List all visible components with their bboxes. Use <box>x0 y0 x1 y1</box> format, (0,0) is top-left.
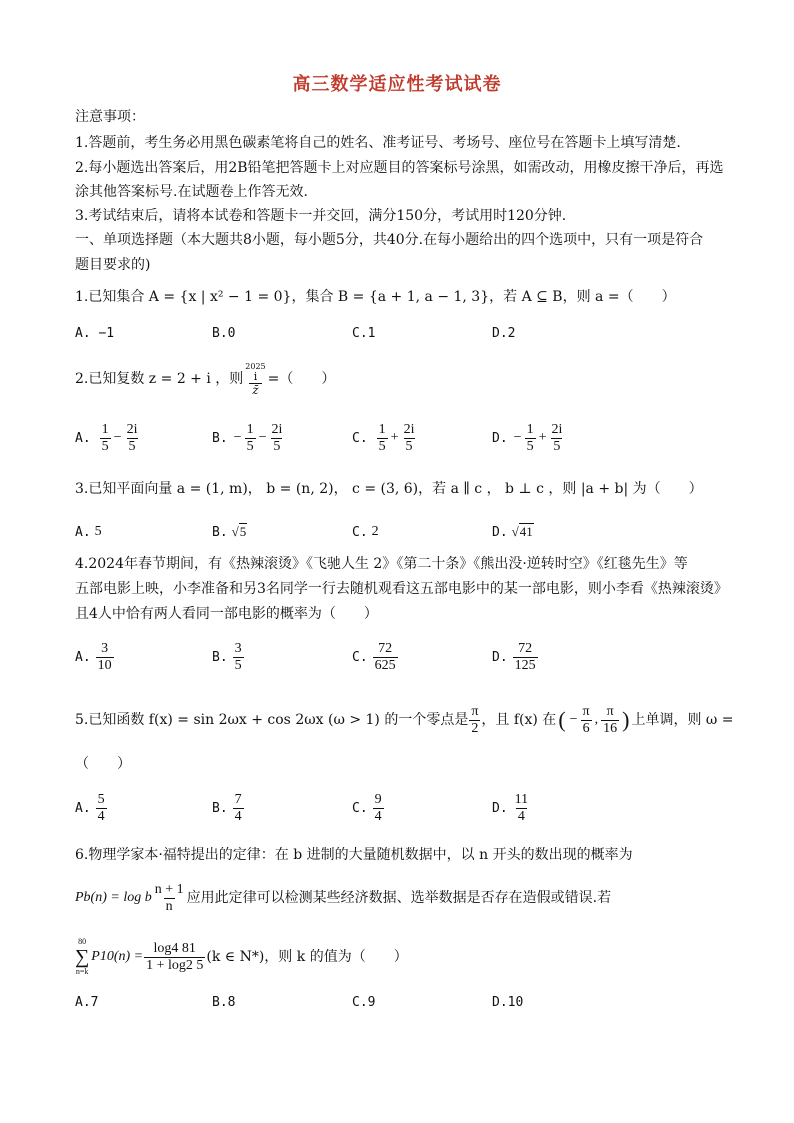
option-b[interactable]: B.0 <box>212 325 236 341</box>
sign: − <box>569 712 578 727</box>
question-1-options <box>75 313 735 353</box>
question-4-options <box>75 637 735 677</box>
operator: − <box>258 430 267 445</box>
numerator: 2i <box>551 421 563 437</box>
fraction <box>377 422 388 455</box>
option-b[interactable]: B.8 <box>212 994 236 1010</box>
note-line: 2.每小题选出答案后，用2B铅笔把答题卡上对应题目的答案标号涂黑，如需改动，用橡皮擦干净后，再选 <box>75 160 724 176</box>
numerator: 3 <box>101 640 109 656</box>
sigma-icon: ∑ <box>75 946 90 968</box>
option-c[interactable] <box>352 512 379 552</box>
denominator: 5 <box>526 438 534 454</box>
numerator: 2i <box>271 421 283 437</box>
option-label: A. <box>75 524 91 540</box>
denominator: 5 <box>128 438 136 454</box>
option-c[interactable]: C.1 <box>352 325 376 341</box>
denominator: 5 <box>246 438 254 454</box>
denominator: 5 <box>273 438 281 454</box>
question-3-options <box>75 512 735 552</box>
option-b[interactable] <box>212 418 285 458</box>
option-label: D. <box>492 649 508 665</box>
option-sign: − <box>513 430 522 445</box>
summation <box>75 937 89 977</box>
question-3-stem: 3.已知平面向量 a = (1, m)， b = (n, 2)， c = (3, 6)，若 a ∥ c ， b ⊥ c ，则 |a + b| 为（ ） <box>75 481 703 497</box>
square-root: √5 <box>231 524 247 539</box>
fraction <box>144 941 205 974</box>
numerator: i <box>253 370 258 383</box>
fraction <box>233 792 244 825</box>
fraction <box>469 704 480 737</box>
numerator: 1 <box>101 421 109 437</box>
option-label: C. <box>352 524 368 540</box>
stem-text: ，且 f(x) 在 <box>481 712 557 728</box>
benford-formula: Pb(n) = log b <box>75 890 152 905</box>
stem-text: (k ∈ N*)，则 k 的值为（ ） <box>206 949 408 965</box>
operator: + <box>538 430 547 445</box>
numerator: 5 <box>97 791 105 807</box>
option-value: 5 <box>94 524 102 539</box>
denominator: 5 <box>553 438 561 454</box>
fraction <box>269 422 284 455</box>
denominator: 6 <box>582 720 590 736</box>
option-d[interactable] <box>492 788 531 828</box>
option-label: C. <box>352 800 368 816</box>
fraction <box>513 792 530 825</box>
denominator: 5 <box>234 657 242 673</box>
notes-header: 注意事项： <box>75 109 145 125</box>
option-label: D. <box>492 524 508 540</box>
numerator: π <box>606 703 614 719</box>
fraction <box>100 422 111 455</box>
denominator: n <box>165 898 173 914</box>
denominator: 625 <box>374 657 396 673</box>
option-sign: − <box>233 430 242 445</box>
question-6-options <box>75 982 735 1022</box>
option-label: D. <box>492 800 508 816</box>
option-label: D. <box>492 430 508 446</box>
left-paren: ( <box>558 707 566 732</box>
question-6-stem <box>75 878 611 918</box>
numerator: 72 <box>378 640 393 656</box>
square-root: √41 <box>511 524 533 539</box>
fraction <box>581 704 592 737</box>
radicand: 5 <box>239 524 247 539</box>
fraction <box>233 641 244 674</box>
option-value: 2 <box>371 524 379 539</box>
option-label: C. <box>352 649 368 665</box>
option-c[interactable] <box>352 788 385 828</box>
question-4-stem: 五部电影上映，小李准备和另3名同学一行去随机观看这五部电影中的某一部电影，则小李看《热辣滚烫》 <box>75 581 728 597</box>
option-a[interactable]: A.7 <box>75 994 99 1010</box>
numerator: 1 <box>246 421 254 437</box>
fraction <box>513 641 538 674</box>
right-paren: ) <box>622 707 630 732</box>
question-5-stem <box>75 700 734 740</box>
option-label: B. <box>212 524 228 540</box>
exponent: 2025 <box>245 362 266 371</box>
option-b[interactable] <box>212 512 247 552</box>
fraction <box>96 641 114 674</box>
fraction <box>549 422 564 455</box>
question-6-stem: 6.物理学家本·福特提出的定律：在 b 进制的大量随机数据中，以 n 开头的数出现的概率为 <box>75 847 633 863</box>
numerator: 11 <box>514 791 529 807</box>
page-title: 高三数学适应性考试试卷 <box>292 74 502 95</box>
numerator: π <box>582 703 590 719</box>
option-label: B. <box>212 649 228 665</box>
option-label: A. <box>75 430 91 446</box>
option-d[interactable] <box>492 637 539 677</box>
denominator: 4 <box>517 808 525 824</box>
denominator: 5 <box>405 438 413 454</box>
denominator: 125 <box>514 657 536 673</box>
denominator: 1 + log2 5 <box>146 957 204 973</box>
option-d[interactable] <box>492 512 534 552</box>
option-label: A. <box>75 649 91 665</box>
numerator: 1 <box>378 421 386 437</box>
option-a[interactable] <box>75 788 108 828</box>
option-label: B. <box>212 800 228 816</box>
note-line: 3.考试结束后，请将本试卷和答题卡一并交回，满分150分，考试用时120分钟. <box>75 208 567 224</box>
option-d[interactable]: D.2 <box>492 325 516 341</box>
option-label: A. <box>75 800 91 816</box>
note-line: 涂其他答案标号.在试题卷上作答无效. <box>75 184 308 200</box>
question-5-options <box>75 788 735 828</box>
sum-upper-limit: 80 <box>78 937 87 946</box>
numerator: 2i <box>403 421 415 437</box>
question-2-expression <box>245 362 265 396</box>
fraction <box>373 641 398 674</box>
numerator: 72 <box>518 640 533 656</box>
numerator: 9 <box>374 791 382 807</box>
question-4-stem: 4.2024年春节期间，有《热辣滚烫》《飞驰人生 2》《第二十条》《熊出没·逆转时空》《红毯先生》等 <box>75 556 688 572</box>
denominator: z̄ <box>249 383 261 396</box>
option-a[interactable]: A. −1 <box>75 325 115 341</box>
option-a[interactable] <box>75 637 115 677</box>
option-a[interactable] <box>75 418 140 458</box>
question-1-stem: 1.已知集合 A = {x | x² − 1 = 0}，集合 B = {a + 1, a − 1, 3}，若 A ⊆ B，则 a =（ ） <box>75 289 676 305</box>
fraction <box>245 422 256 455</box>
stem-text: 上单调，则 ω = <box>631 712 734 728</box>
question-6-stem <box>75 934 408 980</box>
question-2-stem <box>75 362 336 397</box>
section-heading: 题目要求的) <box>75 257 151 273</box>
denominator: 4 <box>374 808 382 824</box>
numerator: 1 <box>526 421 534 437</box>
denominator: 2 <box>471 720 479 736</box>
option-b[interactable] <box>212 788 245 828</box>
option-d[interactable]: D.10 <box>492 994 524 1010</box>
fraction <box>96 792 107 825</box>
option-c[interactable] <box>352 637 399 677</box>
section-heading: 一、单项选择题（本大题共8小题，每小题5分，共40分.在每小题给出的四个选项中，只有一项是符合 <box>75 232 704 248</box>
sum-lower-limit: n=k <box>75 967 89 976</box>
question-2-suffix: =（ ） <box>267 371 336 387</box>
fraction <box>373 792 384 825</box>
comma: , <box>594 712 599 727</box>
option-c[interactable]: C.9 <box>352 994 376 1010</box>
denominator: 10 <box>97 657 112 673</box>
fraction <box>601 704 619 737</box>
note-line: 1.答题前，考生务必用黑色碳素笔将自己的姓名、准考证号、考场号、座位号在答题卡上填写清楚. <box>75 135 681 151</box>
option-d[interactable] <box>492 418 565 458</box>
option-a[interactable] <box>75 512 102 552</box>
stem-text: 5.已知函数 f(x) = sin 2ωx + cos 2ωx (ω > 1) 的一个零点是 <box>75 712 469 728</box>
option-c[interactable] <box>352 418 417 458</box>
denominator: 5 <box>378 438 386 454</box>
question-4-stem: 且4人中恰有两人看同一部电影的概率为（ ） <box>75 606 378 622</box>
numerator: π <box>471 703 479 719</box>
denominator: 5 <box>101 438 109 454</box>
question-2-options <box>75 418 735 458</box>
sum-term: P10(n) = <box>91 949 144 964</box>
option-b[interactable] <box>212 637 245 677</box>
denominator: 4 <box>234 808 242 824</box>
radicand: 41 <box>519 524 533 539</box>
fraction <box>125 422 140 455</box>
question-5-answer-blank: （ ） <box>75 756 131 772</box>
numerator: 2i <box>126 421 138 437</box>
stem-text: 应用此定律可以检测某些经济数据、选举数据是否存在造假或错误.若 <box>186 890 612 906</box>
fraction <box>525 422 536 455</box>
option-label: C. <box>352 430 368 446</box>
numerator: 7 <box>234 791 242 807</box>
numerator: 3 <box>234 640 242 656</box>
denominator: 16 <box>603 720 618 736</box>
denominator: 4 <box>97 808 105 824</box>
fraction <box>153 882 186 915</box>
operator: − <box>113 430 122 445</box>
question-2-prefix: 2.已知复数 z = 2 + i ，则 <box>75 371 244 387</box>
numerator: n + 1 <box>154 881 184 897</box>
fraction <box>402 422 417 455</box>
option-label: B. <box>212 430 228 446</box>
operator: + <box>390 430 399 445</box>
numerator: log4 81 <box>153 940 196 956</box>
